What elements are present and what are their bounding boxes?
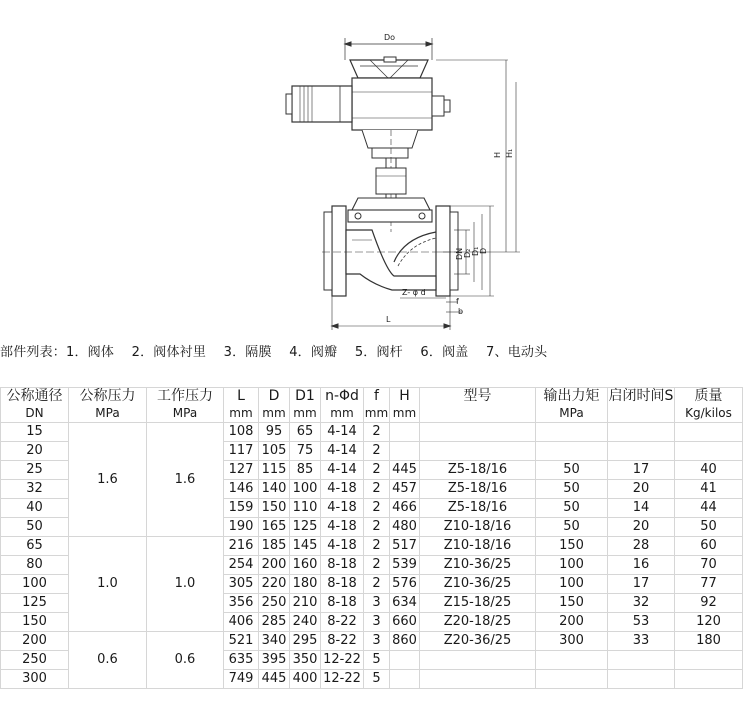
cell-d1: 125 <box>290 518 321 537</box>
cell-torque <box>536 423 608 442</box>
cell-f: 2 <box>364 518 390 537</box>
cell-model: Z5-18/16 <box>420 499 536 518</box>
cell-d1: 295 <box>290 632 321 651</box>
cell-mass: 180 <box>675 632 743 651</box>
label-do: Do <box>384 33 396 42</box>
cell-h <box>390 670 420 689</box>
cell-model: Z15-18/25 <box>420 594 536 613</box>
cell-l: 117 <box>224 442 259 461</box>
cell-pressure-working: 1.0 <box>147 537 224 632</box>
cell-nd: 12-22 <box>321 651 364 670</box>
header-unit-cell: mm <box>390 405 420 423</box>
cell-nd: 4-18 <box>321 499 364 518</box>
cell-d: 140 <box>259 480 290 499</box>
cell-torque: 150 <box>536 537 608 556</box>
cell-f: 5 <box>364 670 390 689</box>
cell-mass: 70 <box>675 556 743 575</box>
cell-torque: 150 <box>536 594 608 613</box>
cell-torque <box>536 670 608 689</box>
cell-model: Z10-18/16 <box>420 537 536 556</box>
cell-h: 634 <box>390 594 420 613</box>
label-h: H <box>493 151 502 158</box>
cell-mass: 41 <box>675 480 743 499</box>
cell-nd: 8-22 <box>321 632 364 651</box>
cell-l: 127 <box>224 461 259 480</box>
cell-model: Z20-18/25 <box>420 613 536 632</box>
header-unit-cell: MPa <box>147 405 224 423</box>
cell-nd: 8-18 <box>321 556 364 575</box>
cell-f: 5 <box>364 651 390 670</box>
header-cell: H <box>390 388 420 406</box>
table-row <box>1 632 743 651</box>
cell-f: 3 <box>364 594 390 613</box>
cell-nd: 12-22 <box>321 670 364 689</box>
cell-torque: 300 <box>536 632 608 651</box>
cell-mass: 40 <box>675 461 743 480</box>
cell-mass: 50 <box>675 518 743 537</box>
cell-time: 16 <box>608 556 675 575</box>
cell-dn: 150 <box>1 613 69 632</box>
cell-model: Z5-18/16 <box>420 461 536 480</box>
cell-torque <box>536 442 608 461</box>
cell-f: 2 <box>364 499 390 518</box>
header-cell: 输出力矩 <box>536 388 608 406</box>
header-unit-cell: mm <box>224 405 259 423</box>
cell-f: 2 <box>364 480 390 499</box>
cell-time <box>608 670 675 689</box>
cell-nd: 8-18 <box>321 594 364 613</box>
cell-d: 185 <box>259 537 290 556</box>
cell-dn: 40 <box>1 499 69 518</box>
cell-d1: 350 <box>290 651 321 670</box>
cell-d: 105 <box>259 442 290 461</box>
cell-dn: 125 <box>1 594 69 613</box>
cell-time: 17 <box>608 461 675 480</box>
cell-nd: 8-18 <box>321 575 364 594</box>
cell-f: 2 <box>364 461 390 480</box>
cell-dn: 100 <box>1 575 69 594</box>
cell-mass: 44 <box>675 499 743 518</box>
cell-time <box>608 423 675 442</box>
cell-h: 445 <box>390 461 420 480</box>
label-l: L <box>386 315 391 324</box>
header-cell: 启闭时间S <box>608 388 674 404</box>
cell-f: 2 <box>364 537 390 556</box>
cell-time: 28 <box>608 537 675 556</box>
cell-h: 480 <box>390 518 420 537</box>
cell-nd: 4-14 <box>321 442 364 461</box>
cell-time: 17 <box>608 575 675 594</box>
cell-d1: 400 <box>290 670 321 689</box>
cell-dn: 300 <box>1 670 69 689</box>
cell-time: 32 <box>608 594 675 613</box>
header-unit-cell: mm <box>259 405 290 423</box>
cell-nd: 4-18 <box>321 537 364 556</box>
cell-d: 250 <box>259 594 290 613</box>
cell-d: 115 <box>259 461 290 480</box>
cell-f: 2 <box>364 423 390 442</box>
cell-l: 190 <box>224 518 259 537</box>
cell-h <box>390 423 420 442</box>
cell-dn: 32 <box>1 480 69 499</box>
header-cell: 型号 <box>420 388 536 406</box>
cell-h <box>390 651 420 670</box>
cell-f: 3 <box>364 613 390 632</box>
label-f: f <box>456 297 459 306</box>
header-unit-cell: Kg/kilos <box>675 405 743 423</box>
cell-l: 521 <box>224 632 259 651</box>
cell-h: 539 <box>390 556 420 575</box>
header-unit-cell: MPa <box>69 405 147 423</box>
cell-d1: 65 <box>290 423 321 442</box>
header-unit-cell: mm <box>290 405 321 423</box>
cell-d: 165 <box>259 518 290 537</box>
header-cell: 质量 <box>675 388 743 406</box>
cell-h: 860 <box>390 632 420 651</box>
cell-l: 159 <box>224 499 259 518</box>
header-unit-cell <box>420 405 536 423</box>
cell-l: 749 <box>224 670 259 689</box>
cell-time: 33 <box>608 632 675 651</box>
cell-d1: 85 <box>290 461 321 480</box>
cell-model <box>420 423 536 442</box>
cell-dn: 250 <box>1 651 69 670</box>
header-unit-cell: mm <box>321 405 364 423</box>
label-dn: DN <box>455 247 464 260</box>
cell-d1: 75 <box>290 442 321 461</box>
cell-h: 660 <box>390 613 420 632</box>
cell-pressure-nominal: 1.6 <box>69 423 147 537</box>
cell-pressure-working: 0.6 <box>147 632 224 689</box>
cell-l: 635 <box>224 651 259 670</box>
cell-l: 108 <box>224 423 259 442</box>
cell-d1: 240 <box>290 613 321 632</box>
header-cell: f <box>364 388 390 406</box>
cell-d: 395 <box>259 651 290 670</box>
cell-f: 2 <box>364 575 390 594</box>
cell-l: 305 <box>224 575 259 594</box>
header-cell: 工作压力 <box>147 388 224 406</box>
cell-l: 216 <box>224 537 259 556</box>
header-row-names <box>1 388 743 406</box>
cell-dn: 200 <box>1 632 69 651</box>
cell-torque: 50 <box>536 461 608 480</box>
header-row-units <box>1 405 743 423</box>
cell-torque: 50 <box>536 518 608 537</box>
spec-table-body <box>1 423 743 689</box>
cell-d1: 145 <box>290 537 321 556</box>
cell-l: 356 <box>224 594 259 613</box>
cell-time: 53 <box>608 613 675 632</box>
cell-time: 20 <box>608 480 675 499</box>
cell-time <box>608 442 675 461</box>
cell-nd: 8-22 <box>321 613 364 632</box>
cell-dn: 65 <box>1 537 69 556</box>
cell-mass: 120 <box>675 613 743 632</box>
cell-h: 517 <box>390 537 420 556</box>
cell-d: 200 <box>259 556 290 575</box>
cell-f: 2 <box>364 442 390 461</box>
header-unit-cell <box>608 405 675 423</box>
cell-model <box>420 651 536 670</box>
header-unit-cell: mm <box>364 405 390 423</box>
header-cell: 公称通径 <box>1 388 69 406</box>
cell-nd: 4-18 <box>321 518 364 537</box>
cell-d1: 180 <box>290 575 321 594</box>
cell-d: 445 <box>259 670 290 689</box>
cell-model <box>420 670 536 689</box>
cell-pressure-working: 1.6 <box>147 423 224 537</box>
cell-f: 2 <box>364 556 390 575</box>
cell-model: Z10-36/25 <box>420 575 536 594</box>
header-cell: D <box>259 388 290 406</box>
cell-h: 576 <box>390 575 420 594</box>
cell-l: 146 <box>224 480 259 499</box>
cell-d1: 210 <box>290 594 321 613</box>
cell-mass: 77 <box>675 575 743 594</box>
cell-torque: 50 <box>536 499 608 518</box>
cell-torque: 100 <box>536 556 608 575</box>
cell-l: 254 <box>224 556 259 575</box>
table-row <box>1 537 743 556</box>
cell-model: Z5-18/16 <box>420 480 536 499</box>
cell-h <box>390 442 420 461</box>
cell-mass <box>675 670 743 689</box>
cell-model: Z10-36/25 <box>420 556 536 575</box>
valve-drawing <box>0 0 748 336</box>
header-cell: D1 <box>290 388 321 406</box>
header-cell: 公称压力 <box>69 388 147 406</box>
cell-h: 457 <box>390 480 420 499</box>
cell-d1: 160 <box>290 556 321 575</box>
cell-d: 150 <box>259 499 290 518</box>
cell-dn: 80 <box>1 556 69 575</box>
header-cell: L <box>224 388 259 406</box>
cell-mass: 92 <box>675 594 743 613</box>
cell-torque: 100 <box>536 575 608 594</box>
cell-time: 14 <box>608 499 675 518</box>
cell-nd: 4-14 <box>321 461 364 480</box>
cell-pressure-nominal: 1.0 <box>69 537 147 632</box>
cell-mass: 60 <box>675 537 743 556</box>
cell-nd: 4-14 <box>321 423 364 442</box>
parts-list-caption: 部件列表：1．阀体 2．阀体衬里 3．隔膜 4．阀瓣 5．阀杆 6．阀盖 7、电动头 <box>0 345 548 360</box>
cell-nd: 4-18 <box>321 480 364 499</box>
cell-dn: 50 <box>1 518 69 537</box>
cell-f: 3 <box>364 632 390 651</box>
cell-torque: 50 <box>536 480 608 499</box>
cell-d: 285 <box>259 613 290 632</box>
header-unit-cell: DN <box>1 405 69 423</box>
cell-d1: 110 <box>290 499 321 518</box>
cell-mass <box>675 442 743 461</box>
cell-model: Z10-18/16 <box>420 518 536 537</box>
cell-model <box>420 442 536 461</box>
spec-table <box>0 387 743 689</box>
cell-torque: 200 <box>536 613 608 632</box>
cell-dn: 20 <box>1 442 69 461</box>
cell-mass <box>675 423 743 442</box>
cell-d: 340 <box>259 632 290 651</box>
label-d2: D₂ <box>463 248 472 258</box>
header-unit-cell: MPa <box>536 405 608 423</box>
cell-d: 220 <box>259 575 290 594</box>
cell-d: 95 <box>259 423 290 442</box>
label-b: b <box>458 307 464 316</box>
label-d1: D₁ <box>471 246 480 256</box>
header-cell: n-Φd <box>321 388 364 406</box>
cell-dn: 15 <box>1 423 69 442</box>
cell-time <box>608 651 675 670</box>
cell-d1: 100 <box>290 480 321 499</box>
cell-h: 466 <box>390 499 420 518</box>
cell-model: Z20-36/25 <box>420 632 536 651</box>
cell-mass <box>675 651 743 670</box>
cell-l: 406 <box>224 613 259 632</box>
table-row <box>1 423 743 442</box>
cell-time: 20 <box>608 518 675 537</box>
label-h1: H₁ <box>505 148 514 158</box>
cell-dn: 25 <box>1 461 69 480</box>
label-d: D <box>479 247 488 254</box>
label-z-phi-d: Z- φ d <box>402 288 426 297</box>
cell-pressure-nominal: 0.6 <box>69 632 147 689</box>
cell-torque <box>536 651 608 670</box>
